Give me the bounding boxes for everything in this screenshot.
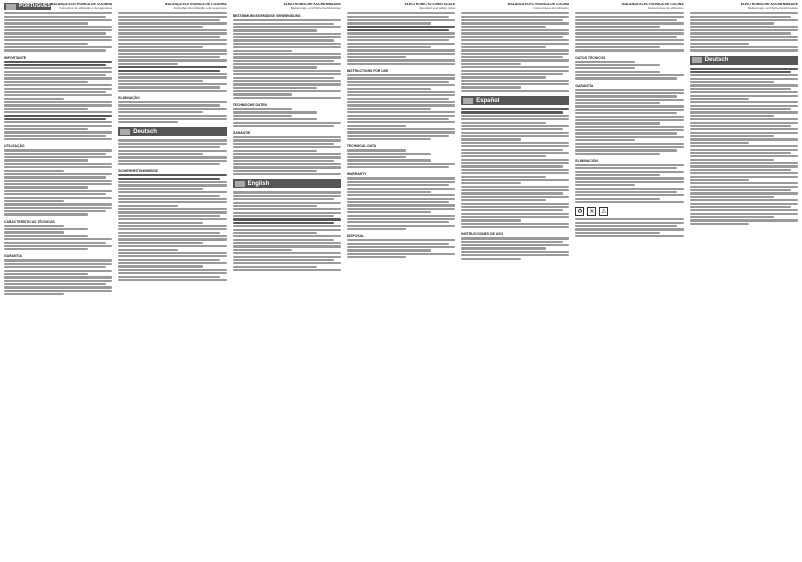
section-heading: DISPOSAL	[346, 234, 365, 239]
column-2	[118, 3, 226, 559]
column-header	[690, 3, 798, 10]
language-name: English	[247, 180, 270, 187]
flag-icon	[692, 57, 702, 63]
recycle-icon: ♻	[577, 208, 583, 215]
section-heading: INSTRUCCIONES DE USO	[461, 232, 504, 237]
column-header	[4, 3, 112, 10]
section-heading: BESTIMMUNGSGEMÄSSE VERWENDUNG	[232, 14, 301, 19]
column-header	[233, 3, 341, 10]
column-subtitle: Bedienungs- und Sicherheitshinweise	[747, 5, 798, 10]
language-bar	[461, 96, 569, 105]
language-bar	[690, 56, 798, 65]
symbol-row	[575, 207, 683, 216]
section-heading: ELIMINAÇÃO	[118, 96, 140, 100]
column-subtitle: Instruções de utilização e de segurança	[173, 5, 227, 10]
column-6	[575, 3, 683, 559]
column-1	[4, 3, 112, 559]
column-subtitle: Instrucciones de utilización	[647, 5, 684, 10]
column-header	[575, 3, 683, 10]
flag-icon	[235, 181, 245, 187]
section-heading: DATOS TÉCNICOS	[575, 55, 606, 60]
section-heading: TECHNISCHE DATEN	[232, 103, 267, 107]
section-heading: GARANTIA	[4, 254, 22, 259]
column-4	[347, 3, 455, 559]
column-title: BALANZA ELECTRÓNICA DE COCINA	[622, 3, 684, 6]
column-subtitle: Bedienungs- und Sicherheitshinweise	[290, 5, 341, 10]
column-3	[233, 3, 341, 559]
section-heading: ELIMINACIÓN	[575, 158, 598, 163]
flag-icon	[6, 4, 16, 10]
column-header	[118, 3, 226, 10]
language-bar	[118, 127, 226, 136]
column-5	[461, 3, 569, 559]
column-7	[690, 3, 798, 559]
column-header	[461, 3, 569, 10]
section-heading: GARANTÍA	[575, 83, 594, 88]
section-heading: SICHERHEITSHINWEISE	[118, 169, 158, 174]
language-name: Español	[476, 97, 500, 104]
language-name: PORTUGUÊS	[19, 3, 51, 9]
section-heading: WARRANTY	[346, 172, 367, 177]
column-title: BALANZA ELECTRÓNICA DE COCINA	[507, 3, 570, 6]
language-bar	[233, 179, 341, 188]
section-heading: CARACTERÍSTICAS TÉCNICAS	[4, 219, 55, 224]
column-title: ELEKTRONISCHE KÜCHENWAAGE	[740, 3, 798, 6]
language-name: Deutsch	[704, 57, 729, 63]
column-title: ELEKTRONISCHE KÜCHENWAAGE	[283, 3, 341, 6]
column-title: ELECTRONIC KITCHEN SCALE	[404, 3, 456, 6]
flag-icon	[463, 98, 473, 104]
section-heading: TECHNICAL DATA	[346, 144, 377, 149]
language-bar	[4, 3, 51, 10]
column-header	[347, 3, 455, 10]
column-subtitle: Instrucciones de utilización	[533, 5, 570, 10]
bin-crossed-icon: ✕	[589, 208, 595, 215]
section-heading: GARANTIE	[232, 131, 251, 136]
language-name: Deutsch	[133, 128, 157, 135]
column-subtitle: Operation and safety notes	[419, 5, 456, 10]
column-title: BALANÇA ELETRÓNICA DE COZINHA	[165, 3, 227, 6]
section-heading: UTILIZAÇÃO	[4, 144, 25, 149]
section-heading: INSTRUCTIONS FOR USE	[346, 69, 389, 73]
warning-icon: ⚠	[601, 208, 607, 215]
column-title: BALANÇA ELETRÓNICA DE COZINHA	[50, 3, 113, 6]
flag-icon	[120, 129, 130, 135]
section-heading: IMPORTANTE	[4, 55, 27, 60]
column-subtitle: Instruções de utilização e de segurança	[59, 5, 113, 10]
